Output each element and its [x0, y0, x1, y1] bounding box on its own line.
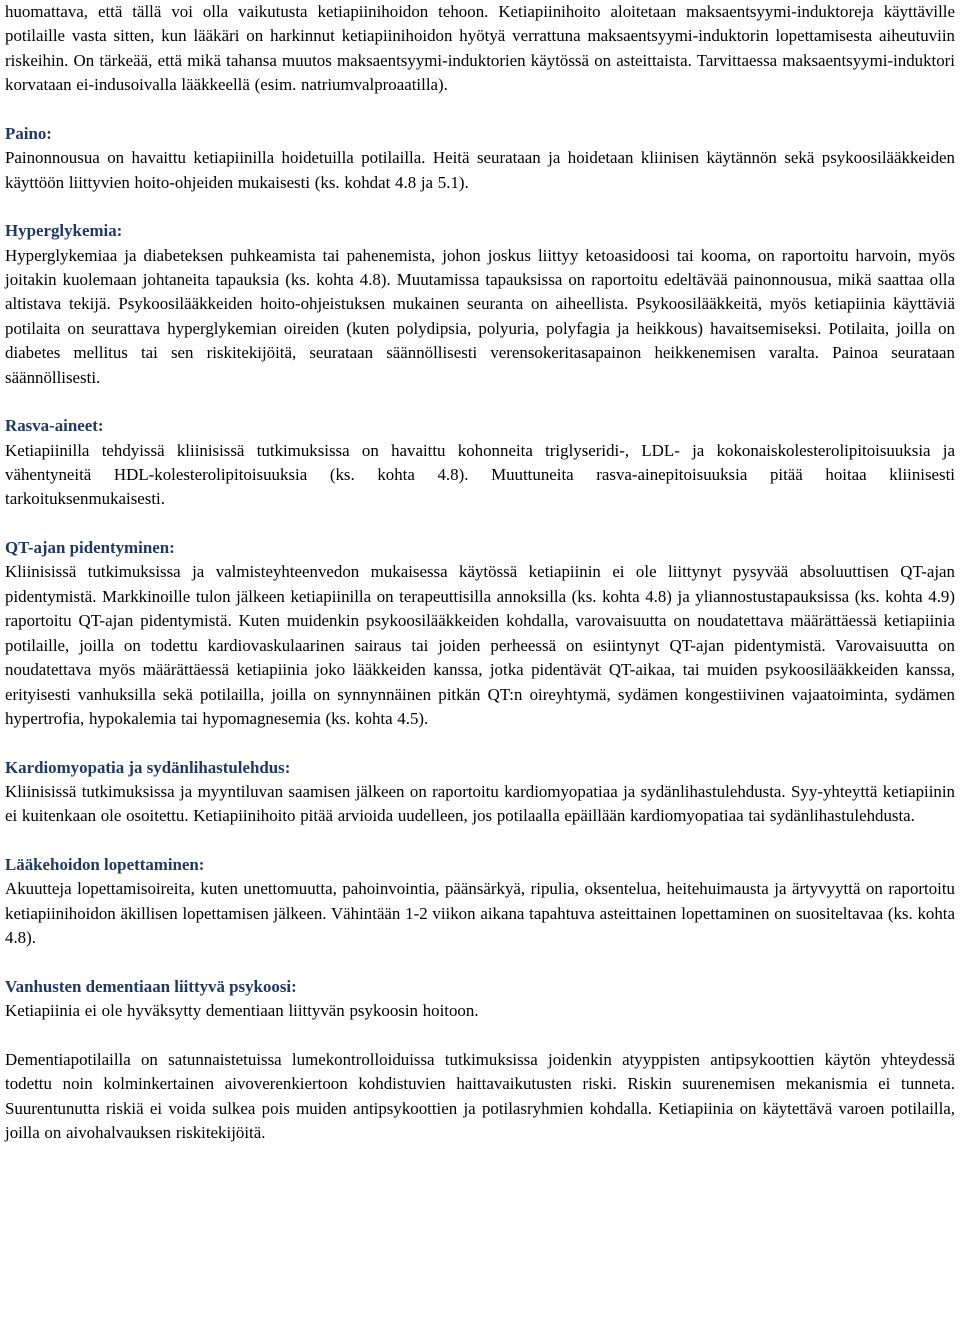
section-text-discontinuation: Akuutteja lopettamisoireita, kuten unettomuutta, pahoinvointia, päänsärkyä, ripulia, oksentelua, heitehuimausta ja ärtyvyyttä on raportoitu ketiapiinihoidon äkillisen lopettamisen jälkeen. Vähintään 1-2 viikon aikana tapahtuva asteittainen lopettaminen on suositeltavaa (ks. kohta 4.8). — [5, 879, 955, 948]
section-text-dementia: Ketiapiinia ei ole hyväksytty dementiaan liittyvän psykoosin hoitoon. — [5, 1001, 479, 1021]
section-text-dementia-2: Dementiapotilailla on satunnaistetuissa lumekontrolloiduissa tutkimuksissa joidenkin atyyppisten antipsykoottien käytön yhteydessä todettu noin kolminkertainen aivoverenkiertoon kohdistuvien haittavaikutusten riski. Riskin suurenemisen mekanismia ei tunneta. Suurentunutta riskiä ei voida sulkea pois muiden antipsykoottien ja potilasryhmien kohdalla. Ketiapiinia on käytettävä varoen potilailla, joilla on aivohalvauksen riskitekijöitä. — [5, 1049, 955, 1142]
section-heading-discontinuation: Lääkehoidon lopettaminen: — [5, 854, 205, 874]
section-qt — [5, 536, 955, 731]
section-text-weight: Painonnousua on havaittu ketiapiinilla hoidetuilla potilailla. Heitä seurataan ja hoidetaan kliinisen käytännön sekä psykoosilääkkeiden käyttöön liittyvien hoito-ohjeiden mukaisesti (ks. kohdat 4.8 ja 5.1). — [5, 148, 955, 192]
section-text-qt: Kliinisissä tutkimuksissa ja valmisteyhteenvedon mukaisessa käytössä ketiapiinin ei ole liittynyt pysyvää absoluuttisen QT-ajan pidentymistä. Markkinoille tulon jälkeen ketiapiinilla on terapeuttisilla annoksilla (ks. kohta 4.8) ja yliannostustapauksissa (ks. kohta 4.9) raportoitu QT-ajan pidentymistä. Kuten muidenkin psykoosilääkkeiden kohdalla, varovaisuutta on noudatettava määrättäessä ketiapiinia potilaille, joilla on todettu kardiovaskulaarinen sairaus tai joiden perheessä on esiintynyt QT-ajan pidentymistä. Varovaisuutta on noudatettava myös määrättäessä ketiapiinia joko lääkkeiden kanssa, jotka pidentävät QT-aikaa, tai muiden psykoosilääkkeiden kanssa, erityisesti vanhuksilla sekä potilailla, joilla on synnynnäinen pitkän QT:n oireyhtymä, sydämen kongestiivinen vajaatoiminta, sydämen hypertrofia, hypokalemia tai hypomagnesemia (ks. kohta 4.5). — [5, 562, 955, 728]
intro-paragraph: huomattava, että tällä voi olla vaikutusta ketiapiinihoidon tehoon. Ketiapiinihoito aloitetaan maksaentsyymi-induktoreja käyttäville potilaille vasta sitten, kun lääkäri on harkinnut ketiapiinihoidon hyötyä verrattuna maksaentsyymi-induktorin lopettamisesta aiheutuviin riskeihin. On tärkeää, että mikä tahansa muutos maksaentsyymi-induktorien käytössä on asteittaista. Tarvittaessa maksaentsyymi-induktori korvataan ei-indusoivalla lääkkeellä (esim. natriumvalproaatilla). — [5, 2, 955, 95]
section-discontinuation — [5, 853, 955, 951]
section-heading-cardiomyopathy: Kardiomyopatia ja sydänlihastulehdus: — [5, 757, 291, 777]
section-heading-qt: QT-ajan pidentyminen: — [5, 538, 175, 558]
section-weight — [5, 122, 955, 195]
section-heading-weight: Paino: — [5, 123, 52, 143]
section-hyperglycemia — [5, 219, 955, 390]
document-page — [5, 0, 955, 1145]
section-heading-hyperglycemia: Hyperglykemia: — [5, 221, 123, 241]
section-heading-lipids: Rasva-aineet: — [5, 416, 104, 436]
section-text-hyperglycemia: Hyperglykemiaa ja diabeteksen puhkeamista tai pahenemista, johon joskus liittyy ketoasidoosi tai kooma, on raportoitu harvoin, myös joitakin kuolemaan johtaneita tapauksia (ks. kohta 4.8). Muutamissa tapauksissa on raportoitu edeltävää painonnousua, mikä saattaa olla altistava tekijä. Psykoosilääkkeiden hoito-ohjeistuksen mukainen seuranta on aiheellista. Psykoosilääkkeitä, myös ketiapiinia käyttäviä potilaita on seurattava hyperglykemian oireiden (kuten polydipsia, polyuria, polyfagia ja heikkous) havaitsemiseksi. Potilaita, joilla on diabetes mellitus tai sen riskitekijöitä, seurataan säännöllisesti verensokeritasapainon heikkenemisen varalta. Painoa seurataan säännöllisesti. — [5, 245, 955, 387]
section-text-cardiomyopathy: Kliinisissä tutkimuksissa ja myyntiluvan saamisen jälkeen on raportoitu kardiomyopatiaa ja sydänlihastulehdusta. Syy-yhteyttä ketiapiinin ei kuitenkaan ole osoitettu. Ketiapiinihoito pitää arvioida uudelleen, jos potilaalla epäillään kardiomyopatiaa tai sydänlihastulehdusta. — [5, 781, 955, 826]
section-cardiomyopathy — [5, 756, 955, 829]
section-text-lipids: Ketiapiinilla tehdyissä kliinisissä tutkimuksissa on havaittu kohonneita triglyseridi-, LDL- ja kokonaiskolesterolipitoisuuksia ja vähentyneitä HDL-kolesterolipitoisuuksia (ks. kohta 4.8). Muuttuneita rasva-ainepitoisuuksia pitää hoitaa kliinisesti tarkoituksenmukaisesti. — [5, 440, 955, 509]
section-lipids — [5, 414, 955, 512]
section-dementia — [5, 975, 955, 1146]
section-heading-dementia: Vanhusten dementiaan liittyvä psykoosi: — [5, 976, 297, 996]
